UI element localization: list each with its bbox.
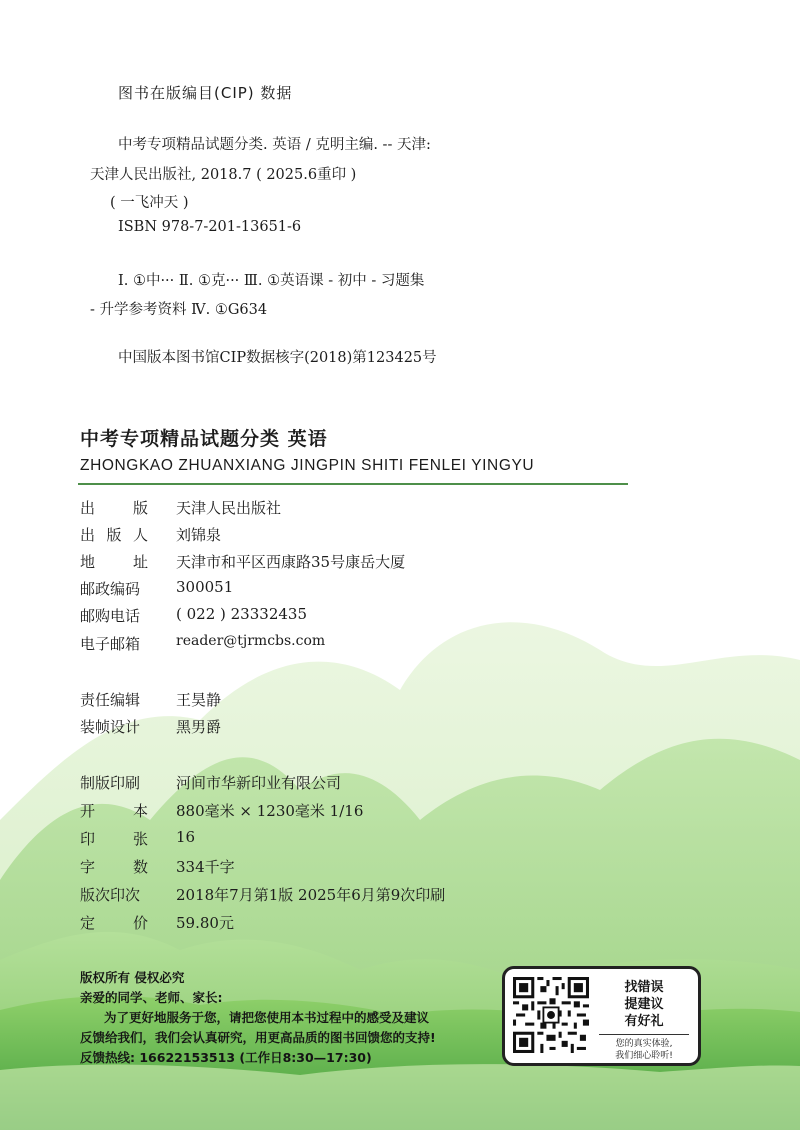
info-value: 天津市和平区西康路35号康岳大厦 (176, 553, 406, 571)
info-label: 制版印刷 (80, 774, 141, 792)
qr-note-line: 您的真实体验, (615, 1039, 673, 1049)
info-row-designer (80, 716, 640, 742)
info-label: 版次印次 (80, 886, 141, 904)
info-value: 334千字 (176, 858, 235, 876)
cip-heading: 图书在版编目(CIP) 数据 (118, 84, 293, 102)
info-row-price (80, 912, 640, 938)
title-divider (78, 483, 628, 485)
info-row-printer (80, 772, 640, 798)
info-label: 开 本 (80, 802, 148, 820)
info-value: 河间市华新印业有限公司 (176, 774, 342, 792)
info-row-publisher-person (80, 524, 640, 550)
info-label: 邮购电话 (80, 607, 141, 625)
info-value: 天津人民出版社 (176, 499, 282, 517)
copyright-notice: 版权所有 侵权必究 (80, 970, 185, 985)
info-value: 880毫米 × 1230毫米 1/16 (176, 802, 364, 820)
qr-caption (599, 979, 689, 1062)
info-row-publisher (80, 497, 640, 523)
info-value: 2018年7月第1版 2025年6月第9次印刷 (176, 886, 446, 904)
feedback-qr-card (502, 966, 701, 1066)
info-label: 责任编辑 (80, 691, 141, 709)
info-value: 王昊静 (176, 691, 222, 709)
info-row-email (80, 633, 640, 659)
qr-title-line: 有好礼 (624, 1014, 664, 1029)
info-row-format (80, 800, 640, 826)
qr-code-icon[interactable] (513, 977, 589, 1053)
cip-line: ( 一飞冲天 ) (110, 195, 189, 211)
info-value: 59.80元 (176, 914, 234, 932)
cip-line: 天津人民出版社, 2018.7 ( 2025.6重印 ) (90, 167, 357, 183)
feedback-hotline: 反馈热线: 16622153513 (工作日8:30—17:30) (80, 1050, 372, 1065)
qr-title-line: 找错误 (624, 980, 664, 995)
info-label: 电子邮箱 (80, 635, 141, 653)
info-label: 印 张 (80, 830, 148, 848)
cip-isbn: ISBN 978-7-201-13651-6 (118, 219, 302, 235)
info-value: ( 022 ) 23332435 (176, 605, 307, 623)
reader-notice (80, 968, 510, 1068)
notice-greeting: 亲爱的同学、老师、家长: (80, 990, 223, 1005)
info-row-sheets (80, 828, 640, 854)
cip-record-number: 中国版本图书馆CIP数据核字(2018)第123425号 (118, 350, 437, 366)
info-label: 定 价 (80, 914, 148, 932)
book-title-pinyin: ZHONGKAO ZHUANXIANG JINGPIN SHITI FENLEI YINGYU (80, 457, 535, 474)
info-value-email: reader@tjrmcbs.com (176, 633, 326, 649)
info-label: 出 版 (80, 499, 148, 517)
info-label: 出 版 人 (80, 526, 148, 544)
info-value: 刘锦泉 (176, 526, 222, 544)
info-row-editor (80, 689, 640, 715)
info-label: 邮政编码 (80, 580, 141, 598)
qr-note (599, 1034, 689, 1062)
info-value: 300051 (176, 578, 234, 596)
info-row-phone (80, 605, 640, 631)
info-row-edition (80, 884, 640, 910)
info-value: 黑男爵 (176, 718, 222, 736)
notice-body-line: 反馈给我们，我们会认真研究，用更高品质的图书回馈您的支持! (80, 1030, 436, 1045)
qr-title-line: 提建议 (624, 997, 664, 1012)
info-value: 16 (176, 828, 196, 846)
info-row-wordcount (80, 856, 640, 882)
cip-classification-cont: - 升学参考资料 Ⅳ. ①G634 (90, 302, 268, 318)
info-row-address (80, 551, 640, 577)
book-title: 中考专项精品试题分类 英语 (80, 428, 328, 450)
info-label: 字 数 (80, 858, 148, 876)
info-row-postcode (80, 578, 640, 604)
info-label: 地 址 (80, 553, 148, 571)
cip-line: 中考专项精品试题分类. 英语 / 克明主编. -- 天津: (118, 137, 431, 153)
notice-body-line: 为了更好地服务于您，请把您使用本书过程中的感受及建议 (104, 1010, 430, 1025)
cip-classification: Ⅰ. ①中··· Ⅱ. ①克··· Ⅲ. ①英语课 - 初中 - 习题集 (118, 273, 425, 289)
qr-note-line: 我们细心聆听! (615, 1051, 673, 1061)
info-label: 装帧设计 (80, 718, 141, 736)
